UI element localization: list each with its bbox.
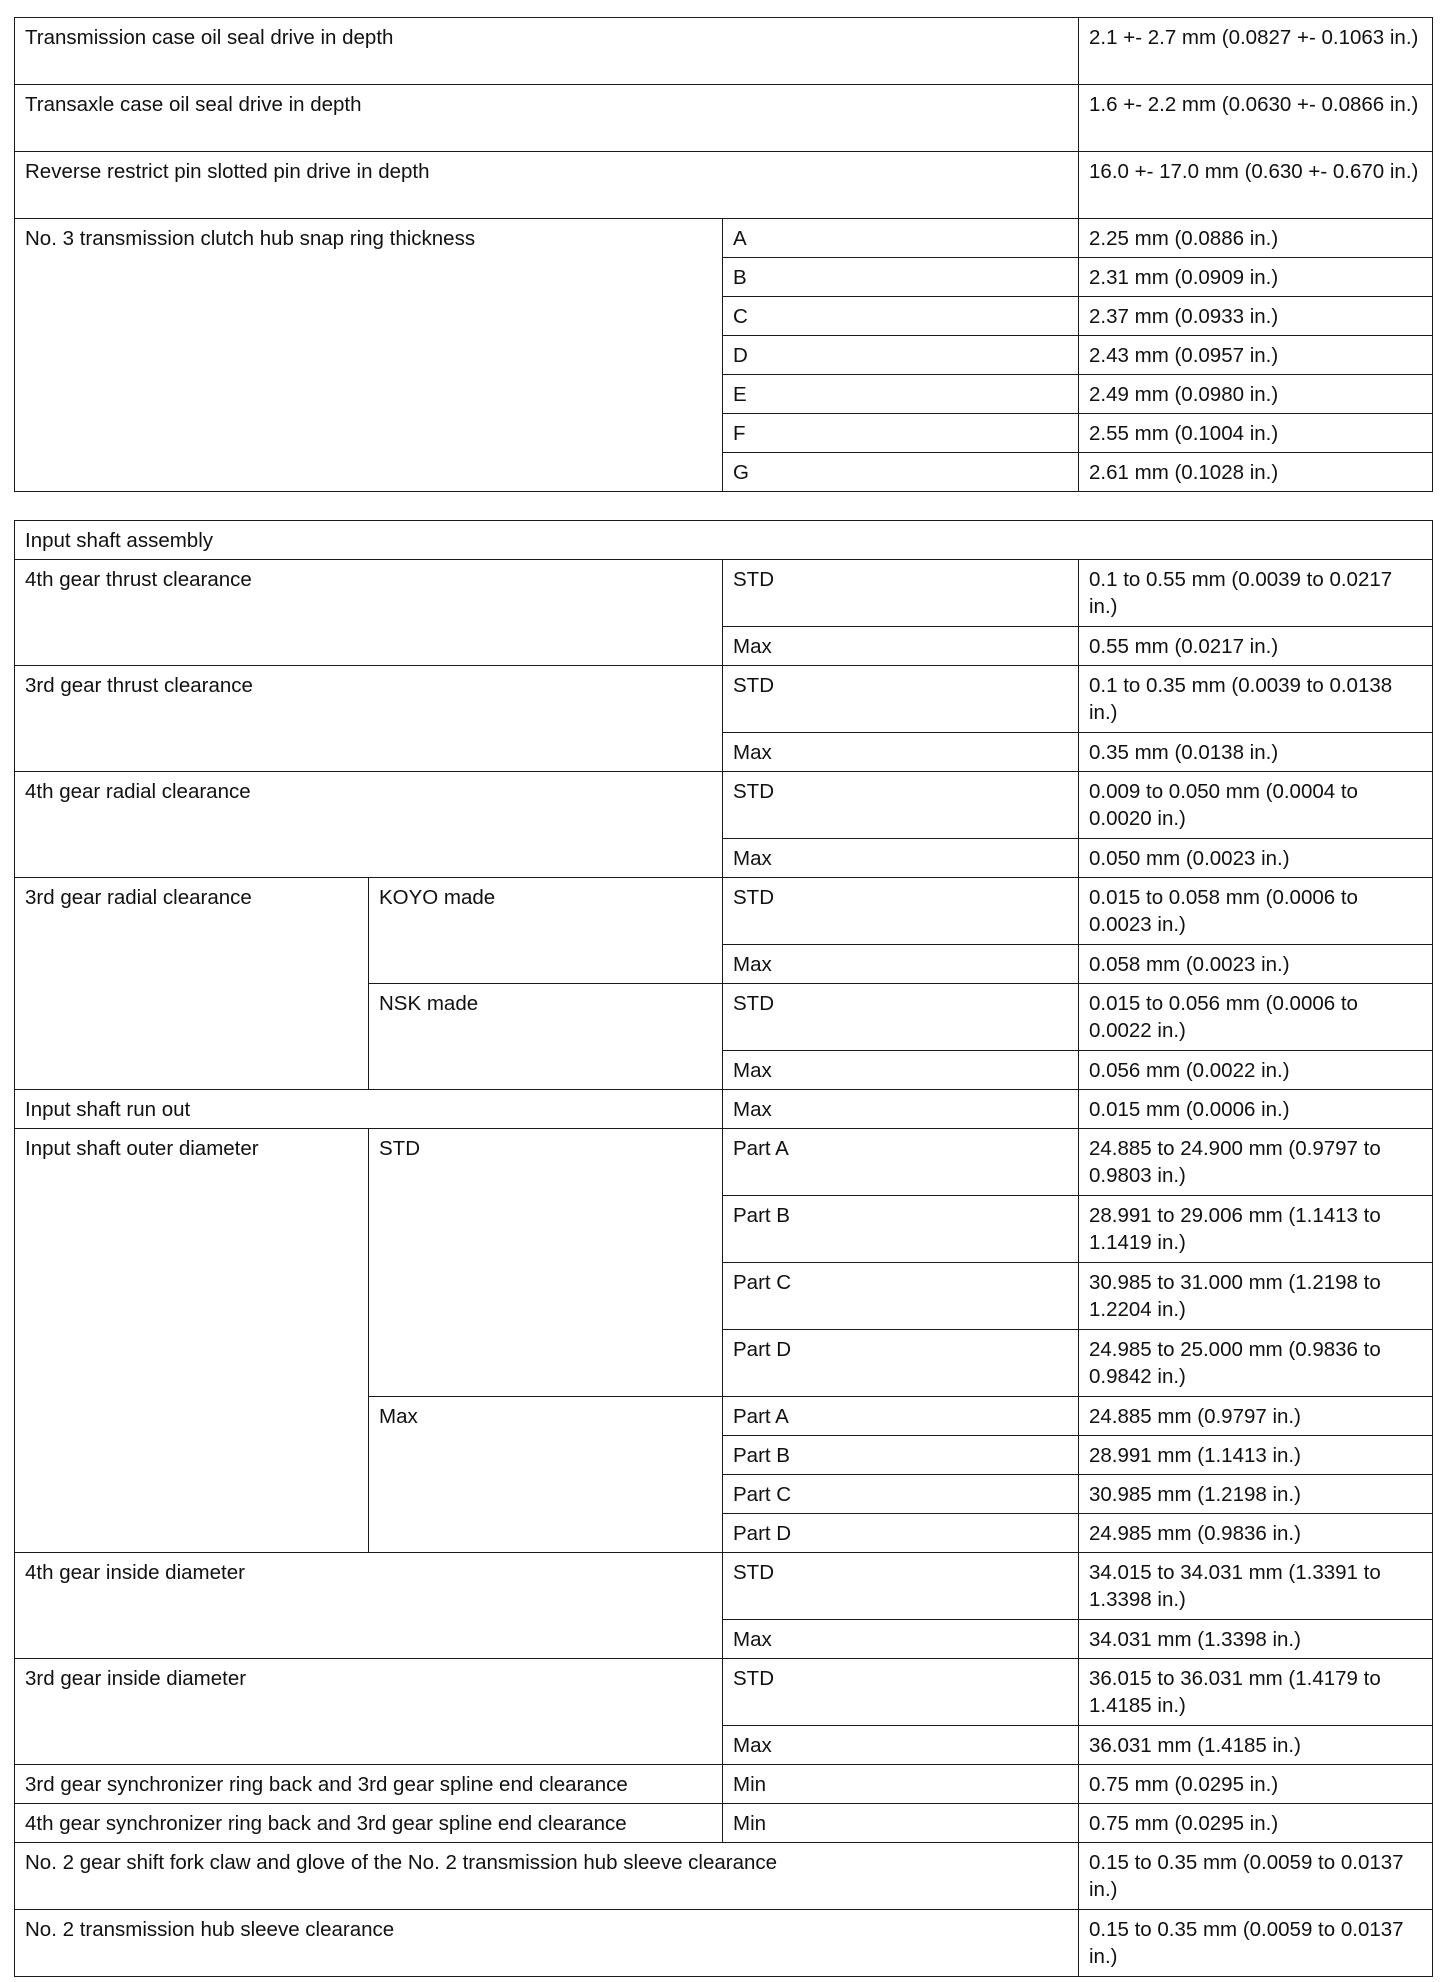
condition-cell: Min bbox=[723, 1804, 1079, 1843]
spec-label: 4th gear radial clearance bbox=[15, 772, 723, 878]
spec-value: 28.991 mm (1.1413 in.) bbox=[1079, 1436, 1433, 1475]
condition-cell: STD bbox=[723, 878, 1079, 945]
spec-value: 0.15 to 0.35 mm (0.0059 to 0.0137 in.) bbox=[1079, 1910, 1433, 1977]
spec-value: 30.985 to 31.000 mm (1.2198 to 1.2204 in.) bbox=[1079, 1263, 1433, 1330]
condition-cell: STD bbox=[723, 772, 1079, 839]
condition-cell: Max bbox=[723, 945, 1079, 984]
table-row bbox=[15, 1129, 1433, 1196]
spec-label: No. 2 transmission hub sleeve clearance bbox=[15, 1910, 1079, 1977]
table-row bbox=[15, 1804, 1433, 1843]
maker-cell: KOYO made bbox=[369, 878, 723, 984]
table-row bbox=[15, 219, 1433, 258]
table-row bbox=[15, 1765, 1433, 1804]
spec-label: Input shaft run out bbox=[15, 1090, 723, 1129]
part-cell: Part B bbox=[723, 1196, 1079, 1263]
spec-value: 0.1 to 0.55 mm (0.0039 to 0.0217 in.) bbox=[1079, 560, 1433, 627]
table-row bbox=[15, 1659, 1433, 1726]
condition-cell: Max bbox=[723, 733, 1079, 772]
spec-value: 16.0 +- 17.0 mm (0.630 +- 0.670 in.) bbox=[1079, 152, 1433, 219]
seal-depth-spec-table bbox=[14, 17, 1433, 492]
condition-cell: STD bbox=[723, 666, 1079, 733]
table-row bbox=[15, 1553, 1433, 1620]
spec-value: 0.55 mm (0.0217 in.) bbox=[1079, 627, 1433, 666]
spec-label: 3rd gear thrust clearance bbox=[15, 666, 723, 772]
spec-value: 34.031 mm (1.3398 in.) bbox=[1079, 1620, 1433, 1659]
spec-label: 4th gear synchronizer ring back and 3rd gear spline end clearance bbox=[15, 1804, 723, 1843]
spec-value: 24.985 mm (0.9836 in.) bbox=[1079, 1514, 1433, 1553]
table-row bbox=[15, 18, 1433, 85]
spec-value: 0.15 to 0.35 mm (0.0059 to 0.0137 in.) bbox=[1079, 1843, 1433, 1910]
spec-value: 2.25 mm (0.0886 in.) bbox=[1079, 219, 1433, 258]
spec-value: 0.015 mm (0.0006 in.) bbox=[1079, 1090, 1433, 1129]
spec-value: 0.009 to 0.050 mm (0.0004 to 0.0020 in.) bbox=[1079, 772, 1433, 839]
condition-cell: Min bbox=[723, 1765, 1079, 1804]
condition-cell: STD bbox=[723, 1659, 1079, 1726]
spec-label: No. 2 gear shift fork claw and glove of the No. 2 transmission hub sleeve clearance bbox=[15, 1843, 1079, 1910]
part-cell: Part B bbox=[723, 1436, 1079, 1475]
table-row bbox=[15, 152, 1433, 219]
spec-value: 2.37 mm (0.0933 in.) bbox=[1079, 297, 1433, 336]
spec-value: 2.55 mm (0.1004 in.) bbox=[1079, 414, 1433, 453]
spec-value: 2.31 mm (0.0909 in.) bbox=[1079, 258, 1433, 297]
spec-label: Input shaft outer diameter bbox=[15, 1129, 369, 1553]
table-row bbox=[15, 1910, 1433, 1977]
spec-value: 0.056 mm (0.0022 in.) bbox=[1079, 1051, 1433, 1090]
input-shaft-spec-table bbox=[14, 520, 1433, 1977]
spec-value: 24.885 to 24.900 mm (0.9797 to 0.9803 in.) bbox=[1079, 1129, 1433, 1196]
spec-value: 34.015 to 34.031 mm (1.3391 to 1.3398 in.) bbox=[1079, 1553, 1433, 1620]
mark-cell: B bbox=[723, 258, 1079, 297]
mark-cell: F bbox=[723, 414, 1079, 453]
mark-cell: A bbox=[723, 219, 1079, 258]
part-cell: Part A bbox=[723, 1397, 1079, 1436]
spec-value: 24.885 mm (0.9797 in.) bbox=[1079, 1397, 1433, 1436]
spec-value: 2.49 mm (0.0980 in.) bbox=[1079, 375, 1433, 414]
spec-label: Reverse restrict pin slotted pin drive in depth bbox=[15, 152, 1079, 219]
table-row bbox=[15, 666, 1433, 733]
part-cell: Part D bbox=[723, 1330, 1079, 1397]
table-row bbox=[15, 1090, 1433, 1129]
condition-cell: STD bbox=[723, 984, 1079, 1051]
table-row bbox=[15, 878, 1433, 945]
spec-value: 0.75 mm (0.0295 in.) bbox=[1079, 1804, 1433, 1843]
spec-value: 36.015 to 36.031 mm (1.4179 to 1.4185 in.) bbox=[1079, 1659, 1433, 1726]
spec-value: 24.985 to 25.000 mm (0.9836 to 0.9842 in.) bbox=[1079, 1330, 1433, 1397]
part-cell: Part D bbox=[723, 1514, 1079, 1553]
spec-label: 4th gear inside diameter bbox=[15, 1553, 723, 1659]
spec-value: 2.61 mm (0.1028 in.) bbox=[1079, 453, 1433, 492]
condition-cell: Max bbox=[723, 1051, 1079, 1090]
spec-value: 0.35 mm (0.0138 in.) bbox=[1079, 733, 1433, 772]
condition-cell: Max bbox=[723, 839, 1079, 878]
spec-label: 3rd gear radial clearance bbox=[15, 878, 369, 1090]
mark-cell: E bbox=[723, 375, 1079, 414]
part-cell: Part C bbox=[723, 1263, 1079, 1330]
maker-cell: NSK made bbox=[369, 984, 723, 1090]
table-row bbox=[15, 521, 1433, 560]
condition-cell: Max bbox=[723, 1726, 1079, 1765]
mark-cell: D bbox=[723, 336, 1079, 375]
table-row bbox=[15, 772, 1433, 839]
table-row bbox=[15, 85, 1433, 152]
mark-cell: C bbox=[723, 297, 1079, 336]
condition-cell: Max bbox=[723, 1620, 1079, 1659]
spec-value: 0.058 mm (0.0023 in.) bbox=[1079, 945, 1433, 984]
spec-label: 4th gear thrust clearance bbox=[15, 560, 723, 666]
mark-cell: G bbox=[723, 453, 1079, 492]
condition-cell: STD bbox=[369, 1129, 723, 1397]
spec-value: 30.985 mm (1.2198 in.) bbox=[1079, 1475, 1433, 1514]
spec-label: No. 3 transmission clutch hub snap ring thickness bbox=[15, 219, 723, 492]
spec-value: 36.031 mm (1.4185 in.) bbox=[1079, 1726, 1433, 1765]
spec-value: 2.43 mm (0.0957 in.) bbox=[1079, 336, 1433, 375]
spec-value: 2.1 +- 2.7 mm (0.0827 +- 0.1063 in.) bbox=[1079, 18, 1433, 85]
part-cell: Part C bbox=[723, 1475, 1079, 1514]
spec-value: 0.1 to 0.35 mm (0.0039 to 0.0138 in.) bbox=[1079, 666, 1433, 733]
spec-value: 0.015 to 0.058 mm (0.0006 to 0.0023 in.) bbox=[1079, 878, 1433, 945]
condition-cell: STD bbox=[723, 560, 1079, 627]
section-title: Input shaft assembly bbox=[15, 521, 1433, 560]
spec-label: 3rd gear synchronizer ring back and 3rd gear spline end clearance bbox=[15, 1765, 723, 1804]
condition-cell: STD bbox=[723, 1553, 1079, 1620]
spec-value: 28.991 to 29.006 mm (1.1413 to 1.1419 in.) bbox=[1079, 1196, 1433, 1263]
spec-value: 0.050 mm (0.0023 in.) bbox=[1079, 839, 1433, 878]
spec-label: 3rd gear inside diameter bbox=[15, 1659, 723, 1765]
condition-cell: Max bbox=[723, 1090, 1079, 1129]
table-row bbox=[15, 1843, 1433, 1910]
spec-value: 1.6 +- 2.2 mm (0.0630 +- 0.0866 in.) bbox=[1079, 85, 1433, 152]
table-row bbox=[15, 560, 1433, 627]
spec-value: 0.75 mm (0.0295 in.) bbox=[1079, 1765, 1433, 1804]
spec-label: Transmission case oil seal drive in depth bbox=[15, 18, 1079, 85]
part-cell: Part A bbox=[723, 1129, 1079, 1196]
condition-cell: Max bbox=[723, 627, 1079, 666]
condition-cell: Max bbox=[369, 1397, 723, 1553]
spec-label: Transaxle case oil seal drive in depth bbox=[15, 85, 1079, 152]
spec-value: 0.015 to 0.056 mm (0.0006 to 0.0022 in.) bbox=[1079, 984, 1433, 1051]
